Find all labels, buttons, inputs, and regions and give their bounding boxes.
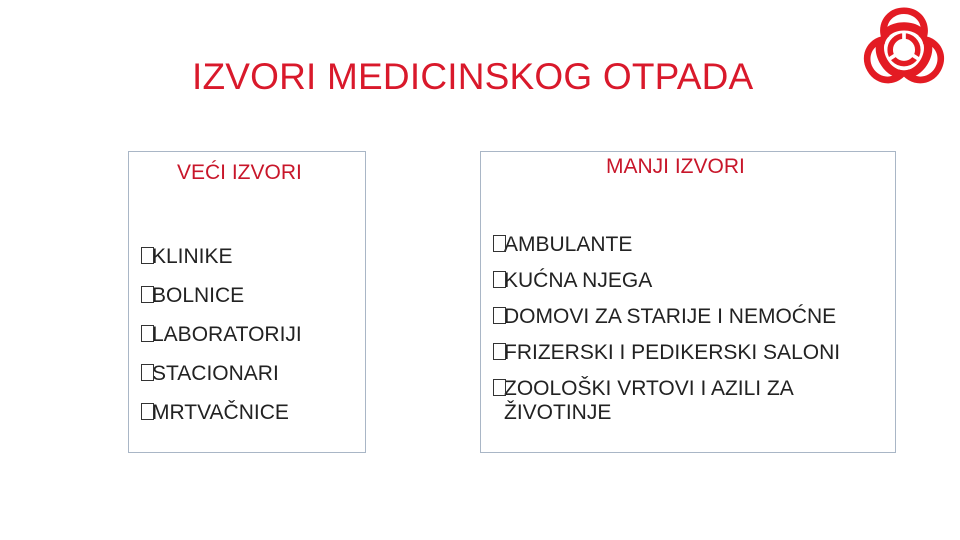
list-item: DOMOVI ZA STARIJE I NEMOĆNE (493, 299, 893, 335)
larger-sources-box (128, 151, 366, 453)
list-item: BOLNICE (141, 276, 302, 315)
checkbox-bullet-icon (493, 307, 506, 324)
checkbox-bullet-icon (493, 379, 506, 396)
smaller-sources-heading: MANJI IZVORI (606, 155, 745, 178)
checkbox-bullet-icon (141, 403, 154, 420)
list-item: STACIONARI (141, 354, 302, 393)
list-item: KUĆNA NJEGA (493, 263, 893, 299)
list-item: ZOOLOŠKI VRTOVI I AZILI ZA ŽIVOTINJE (493, 371, 893, 425)
slide-title: IZVORI MEDICINSKOG OTPADA (192, 56, 754, 97)
checkbox-bullet-icon (141, 364, 154, 381)
checkbox-bullet-icon (141, 325, 154, 342)
checkbox-bullet-icon (141, 247, 154, 264)
list-item: FRIZERSKI I PEDIKERSKI SALONI (493, 335, 893, 371)
list-item: KLINIKE (141, 237, 302, 276)
checkbox-bullet-icon (141, 286, 154, 303)
smaller-sources-box (480, 151, 896, 453)
larger-sources-list (141, 237, 302, 432)
larger-sources-heading: VEĆI IZVORI (177, 161, 302, 184)
biohazard-icon (858, 2, 950, 94)
checkbox-bullet-icon (493, 271, 506, 288)
list-item: LABORATORIJI (141, 315, 302, 354)
list-item: AMBULANTE (493, 227, 893, 263)
smaller-sources-list (493, 227, 893, 425)
checkbox-bullet-icon (493, 235, 506, 252)
list-item: MRTVAČNICE (141, 393, 302, 432)
checkbox-bullet-icon (493, 343, 506, 360)
